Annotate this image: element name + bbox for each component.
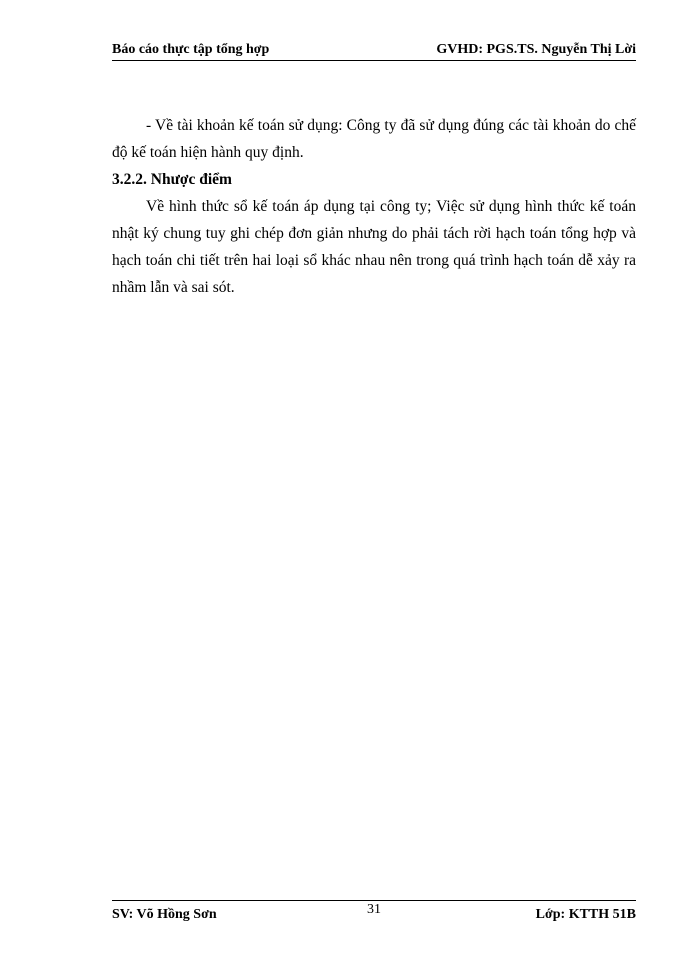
header-report-title: Báo cáo thực tập tổng hợp [112, 42, 270, 57]
page-number: 31 [367, 902, 381, 917]
document-body [112, 112, 636, 301]
footer-student: SV: Võ Hồng Sơn [112, 907, 217, 922]
header-advisor: GVHD: PGS.TS. Nguyễn Thị Lời [436, 42, 636, 57]
paragraph-accounts: - Về tài khoản kế toán sử dụng: Công ty đã sử dụng đúng các tài khoản do chế độ kế toán hiện hành quy định. [112, 117, 636, 161]
page-footer [112, 900, 636, 925]
paragraph-weaknesses: Về hình thức sổ kế toán áp dụng tại công ty; Việc sử dụng hình thức kế toán nhật ký chung tuy ghi chép đơn giản nhưng do phải tách rời hạch toán tổng hợp và hạch toán chi tiết trên hai loại sổ khác nhau nên trong quá trình hạch toán dễ xảy ra nhầm lẫn và sai sót. [112, 198, 636, 296]
page-header [112, 40, 636, 61]
footer-class: Lớp: KTTH 51B [535, 907, 636, 922]
section-heading: 3.2.2. Nhược điểm [112, 171, 232, 188]
